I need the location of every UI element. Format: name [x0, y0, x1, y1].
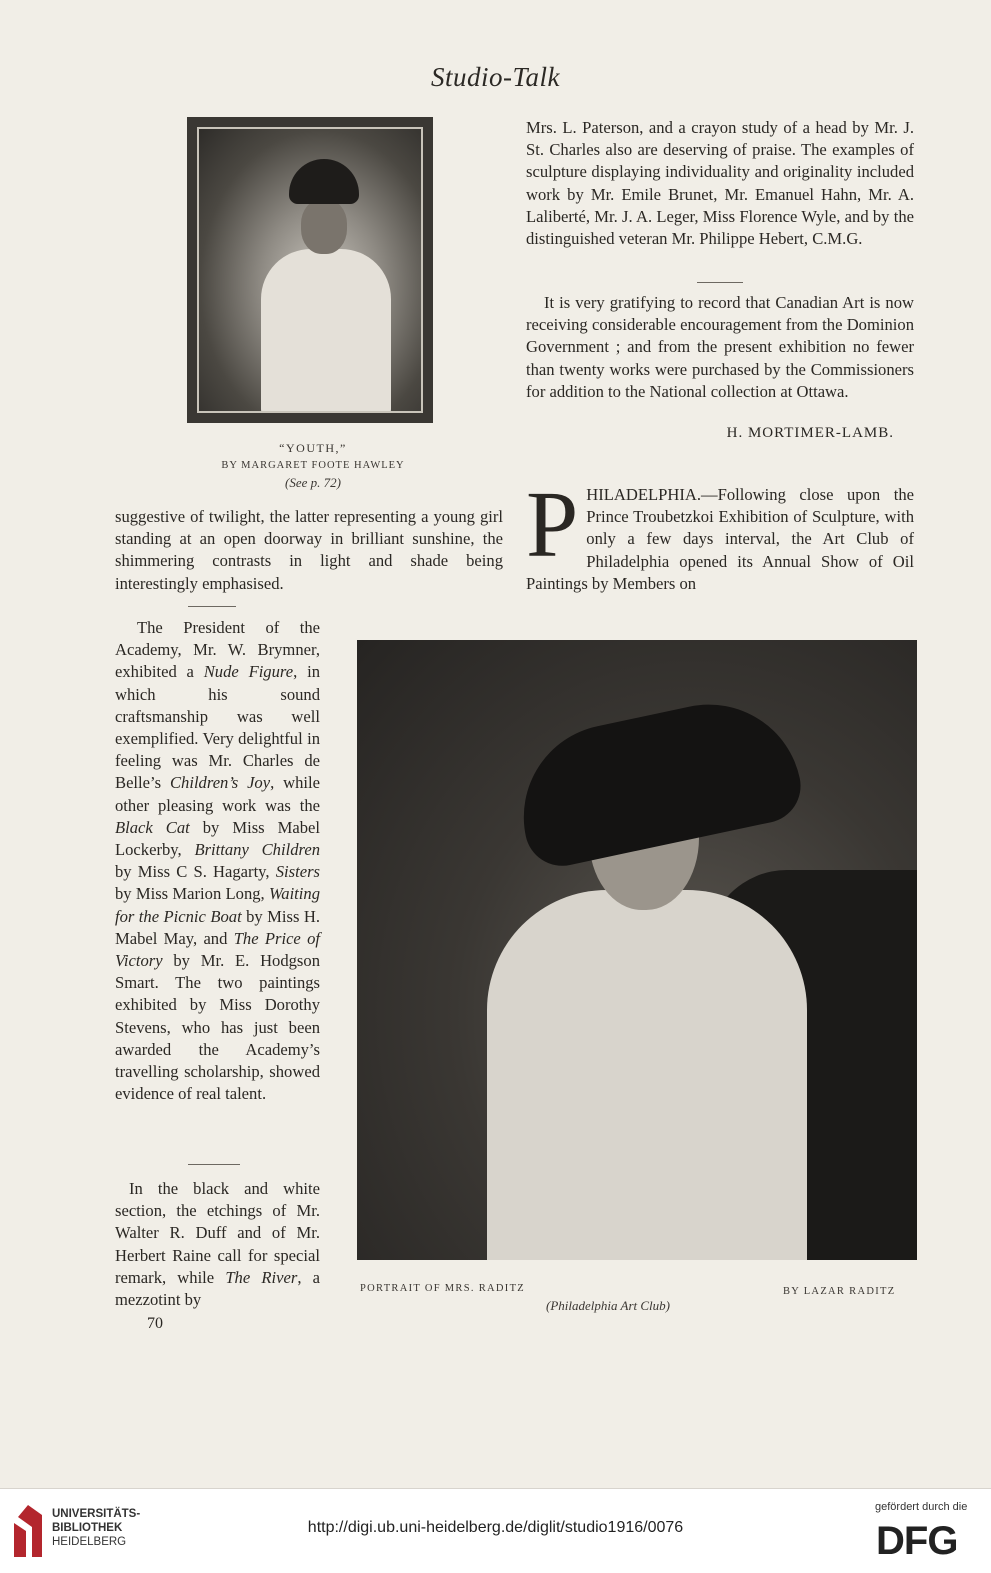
author-signature: H. MORTIMER-LAMB.: [726, 425, 894, 441]
section-divider: [697, 282, 743, 283]
page-number: 70: [147, 1315, 163, 1332]
left-paragraph-continuation: suggestive of twilight, the latter representing a young girl standing at an open doorway in brilliant sunshine, the shimmering contrasts in light and shade being interestingly emphasised.: [115, 507, 503, 593]
viewer-footer: [0, 1488, 991, 1573]
permalink-url[interactable]: http://digi.ub.uni-heidelberg.de/diglit/studio1916/0076: [307, 1519, 684, 1536]
sponsor-label: gefördert durch die: [875, 1501, 968, 1513]
youth-caption-ref: (See p. 72): [285, 475, 341, 490]
drop-cap: P: [526, 473, 579, 577]
raditz-portrait-image: [357, 640, 917, 1260]
raditz-caption-title: PORTRAIT OF MRS. RADITZ: [360, 1283, 526, 1294]
left-paragraph-black-white: In the black and white section, the etchings of Mr. Walter R. Duff and of Mr. Herbert Raine call for special remark, while The River, a mezzotint by: [115, 1179, 320, 1310]
youth-caption-title: “YOUTH,”: [279, 441, 347, 455]
university-library-name: UNIVERSITÄTS- BIBLIOTHEK HEIDELBERG: [52, 1508, 141, 1548]
right-paragraph-paterson: Mrs. L. Paterson, and a crayon study of a head by Mr. J. St. Charles also are deserving of praise. The examples of sculpture displaying individuality and originality included work by Mr. Emile Brunet, Mr. Emanuel Hahn, Mr. A. Laliberté, Mr. J. A. Leger, Miss Florence Wyle, and by the distinguished veteran Mr. Philippe Hebert, C.M.G.: [526, 118, 914, 249]
raditz-caption-source: (Philadelphia Art Club): [546, 1298, 670, 1313]
philadelphia-paragraph: P HILADELPHIA.—Following close upon the Prince Troubetzkoi Exhibition of Sculpture, with only a few days interval, the Art Club of Philadelphia opened its Annual Show of Oil Paintings by Members on: [526, 473, 914, 593]
left-paragraph-president: The President of the Academy, Mr. W. Brymner, exhibited a Nude Figure, in which his sound craftsmanship was well exemplified. Very delightful in feeling was Mr. Charles de Belle’s Children’s Joy, while other pleasing work was the Black Cat by Miss Mabel Lockerby, Brittany Children by Miss C S. Hagarty, Sisters by Miss Marion Long, Waiting for the Picnic Boat by Miss H. Mabel May, and The Price of Victory by Mr. E. Hodgson Smart. The two paintings exhibited by Miss Dorothy Stevens, who has just been awarded the Academy’s travelling scholarship, showed evidence of real talent.: [115, 618, 321, 1104]
right-paragraph-gratifying: It is very gratifying to record that Canadian Art is now receiving considerable encouragement from the Dominion Government ; and from the present exhibition no fewer than twenty works were purchased by the Commissioners for addition to the National collection at Ottawa.: [526, 293, 914, 401]
section-divider: [188, 606, 236, 607]
raditz-caption-artist: BY LAZAR RADITZ: [783, 1286, 896, 1297]
dfg-logo: DFG: [876, 1519, 958, 1563]
youth-caption-artist: BY MARGARET FOOTE HAWLEY: [221, 460, 405, 471]
section-divider: [188, 1164, 240, 1165]
youth-painting-image: [187, 117, 433, 423]
youth-caption: [190, 440, 436, 491]
running-title: Studio-Talk: [430, 62, 561, 92]
